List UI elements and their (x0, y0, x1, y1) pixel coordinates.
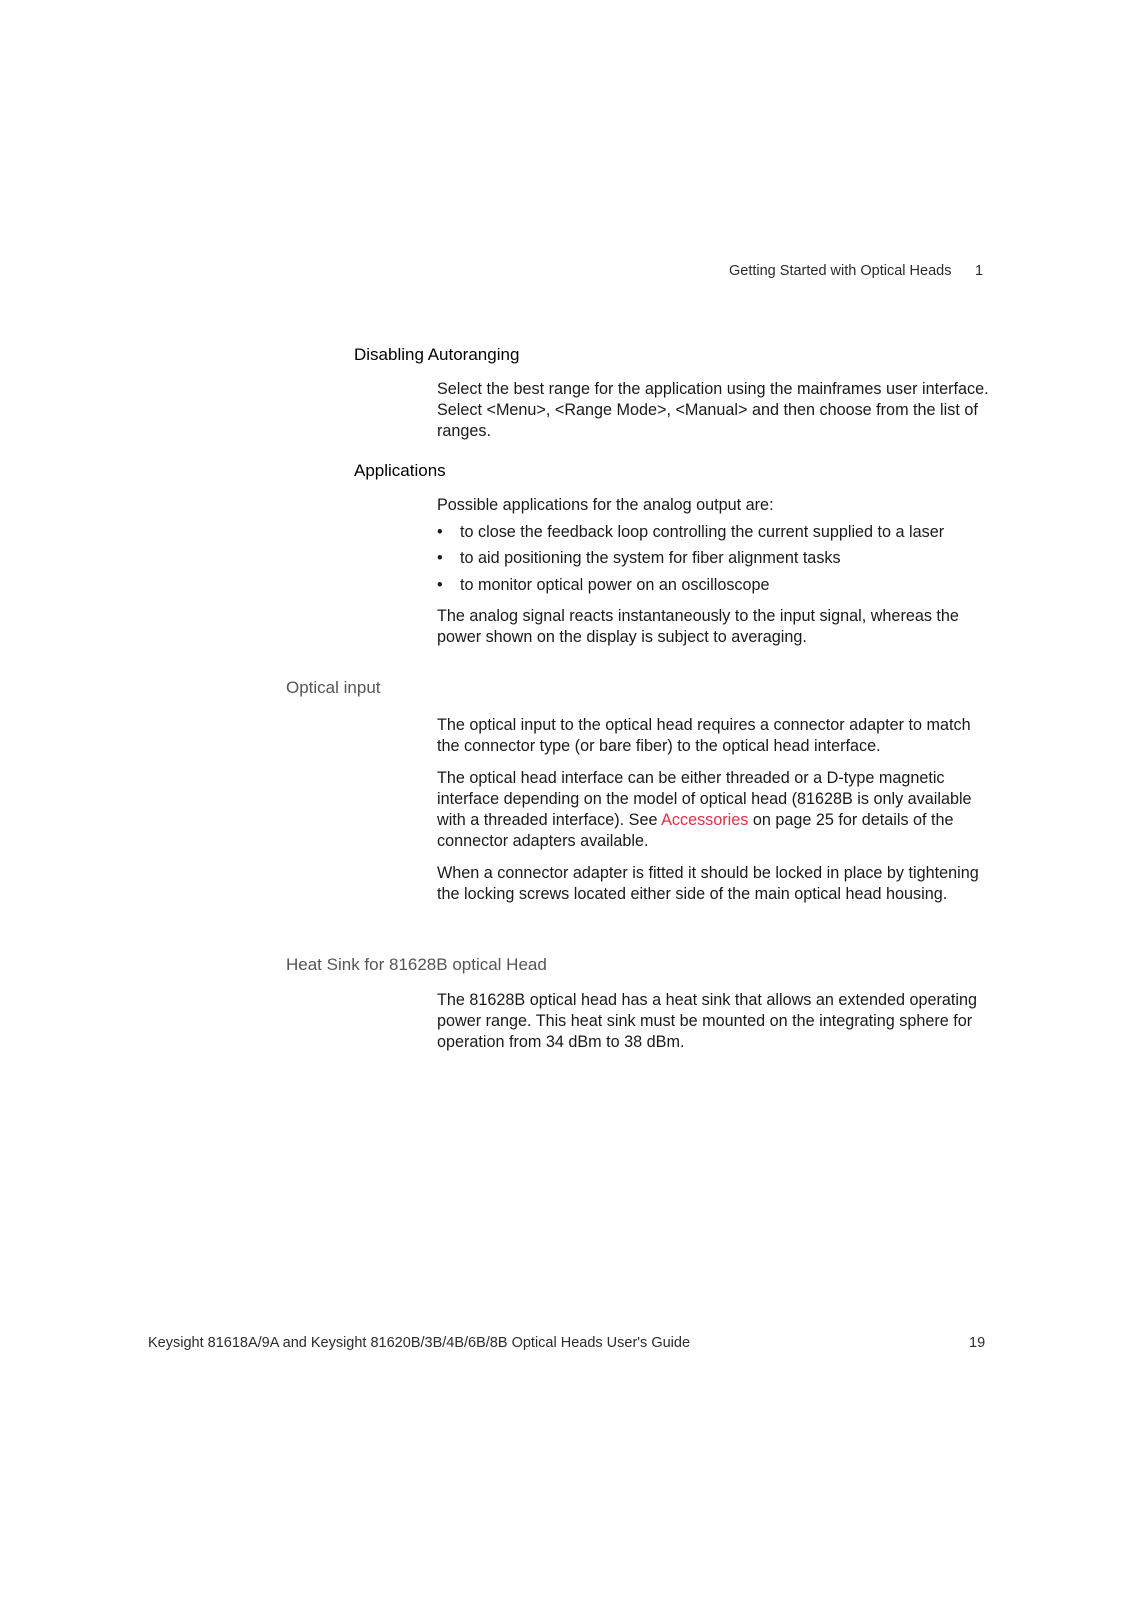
optical-input-para1: The optical input to the optical head requires a connector adapter to match the connector type (or bare fiber) to the optical head interface. (437, 716, 971, 755)
disabling-autoranging-text: Select the best range for the application using the mainframes user interface. Select <Menu>, <Range Mode>, <Manual> and then choose from the list of ranges. (437, 380, 989, 440)
applications-heading: Applications (354, 461, 446, 480)
bullet-icon: • (437, 576, 443, 594)
optical-input-heading: Optical input (286, 678, 381, 697)
disabling-autoranging-paragraph (437, 379, 997, 442)
applications-outro: The analog signal reacts instantaneously to the input signal, whereas the power shown on the display is subject to averaging. (437, 607, 959, 646)
heat-sink-paragraph: The 81628B optical head has a heat sink that allows an extended operating power range. This heat sink must be mounted on the integrating sphere for operation from 34 dBm to 38 dBm. (437, 991, 977, 1051)
footer-page-number: 19 (969, 1335, 986, 1351)
accessories-link[interactable]: Accessories (661, 811, 749, 829)
bullet-icon: • (437, 523, 443, 541)
optical-input-para2 (437, 768, 997, 852)
list-item-text: to close the feedback loop controlling the current supplied to a laser (460, 523, 945, 541)
list-item-text: to aid positioning the system for fiber alignment tasks (460, 549, 841, 567)
optical-input-para3: When a connector adapter is fitted it should be locked in place by tightening the locking screws located either side of the main optical head housing. (437, 864, 979, 903)
optical-input-para2-after: on page 25 for details of the connector adapters available. (437, 811, 954, 850)
applications-intro: Possible applications for the analog output are: (437, 496, 774, 514)
disabling-autoranging-heading: Disabling Autoranging (354, 345, 520, 364)
list-item-text: to monitor optical power on an oscilloscope (460, 576, 770, 594)
optical-input-para2-before: The optical head interface can be either threaded or a D-type magnetic interface depending on the model of optical head (81628B is only available with a threaded interface). See (437, 769, 972, 829)
bullet-icon: • (437, 549, 443, 567)
footer-document-title: Keysight 81618A/9A and Keysight 81620B/3B/4B/6B/8B Optical Heads User's Guide (148, 1335, 691, 1351)
heat-sink-heading: Heat Sink for 81628B optical Head (286, 955, 547, 974)
running-header-title: Getting Started with Optical Heads (729, 263, 952, 279)
running-header-chapter: 1 (975, 263, 984, 279)
